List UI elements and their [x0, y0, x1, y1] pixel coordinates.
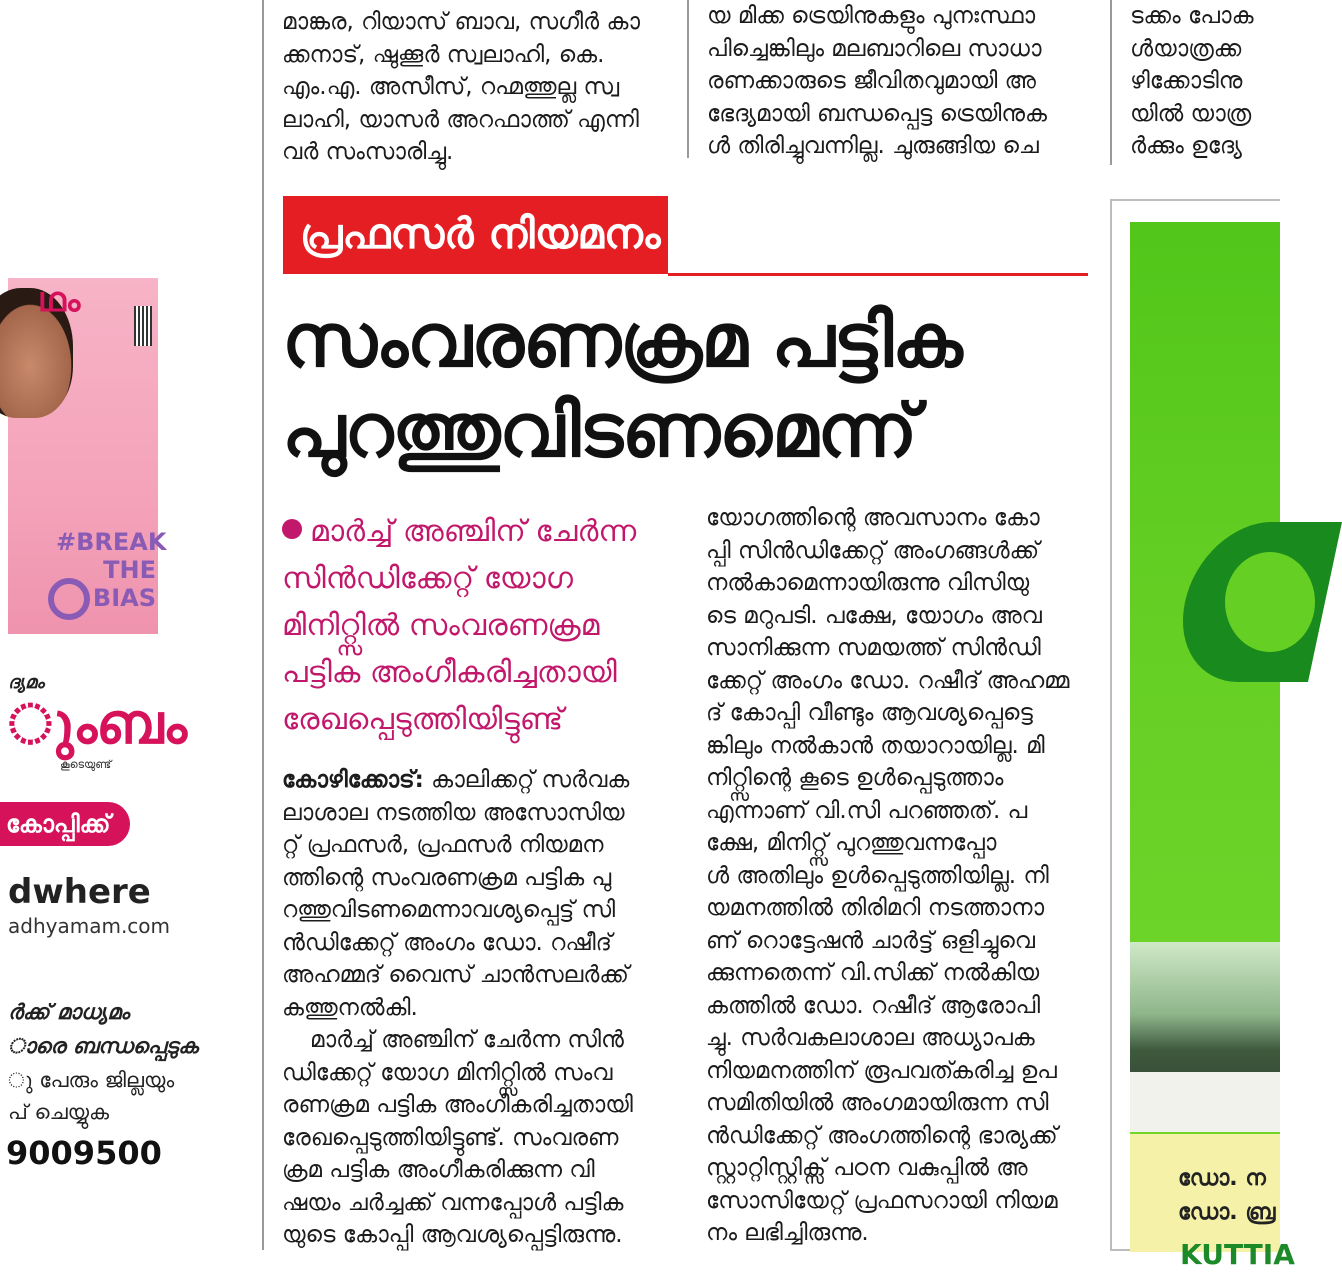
brand-kicker: ദ്യമം: [8, 672, 45, 693]
ad-doctor-name: ഡോ. ന: [1178, 1166, 1266, 1191]
text-line: ഭേദ്യമായി ബന്ധപ്പെട്ട ട്രെയിനുക: [707, 100, 1047, 127]
text-line: ക്കേറ്റ് അംഗം ഡോ. റഷീദ് അഹമ്മ: [706, 667, 1070, 694]
text-line: ഴിക്കോടിനു: [1130, 68, 1243, 94]
text-line: യമനത്തിൽ തിരിമറി നടത്താനാ: [706, 895, 1045, 921]
text-line: ലാഹി, യാസർ അറഫാത്ത് എന്നി: [282, 106, 639, 133]
text-line: സ്റ്റാറ്റിസ്റ്റിക്സ് പഠന വകുപ്പിൽ അ: [706, 1155, 1028, 1181]
text-line: നിറ്റ്സിന്റെ കൂടെ ഉൾപ്പെടുത്താം: [706, 765, 1004, 791]
text-line: യിൽ യാത്ര: [1130, 100, 1252, 127]
brand-tagline: കൂടെയുണ്ട്: [60, 758, 112, 771]
text-line: ടെ മറുപടി. പക്ഷേ, യോഗം അവ: [706, 602, 1042, 629]
promo-line: ർക്ക് മാധ്യമം: [8, 1000, 130, 1024]
ad-doctor-name: ഡോ. ബ്ര: [1178, 1200, 1276, 1225]
phone-number: 9009500: [6, 1134, 162, 1172]
kicker-rule: [668, 273, 1088, 276]
bullet-dot-icon: [282, 519, 302, 539]
brand-name: ുംബം: [8, 692, 186, 757]
text-line: ഷയം ചർച്ചക്ക് വന്നപ്പോൾ പട്ടിക: [282, 1189, 624, 1216]
text-line: ക്കുന്നതെന്ന് വി.സിക്ക് നൽകിയ: [706, 960, 1040, 986]
text-line: എന്നാണ് വി.സി പറഞ്ഞത്. പ: [706, 797, 1028, 824]
text-line: ക്കനാട്, ഷുക്കൂർ സ്വലാഹി, കെ.: [282, 41, 605, 68]
text-line: റ്റ് പ്രഫസർ, പ്രഫസർ നിയമന: [282, 832, 604, 858]
prev-article-column-a: [282, 6, 672, 169]
highlight-line: സിൻഡിക്കേറ്റ് യോഗ: [282, 561, 573, 596]
text-line: രണക്കാരുടെ ജീവിതവുമായി അ: [707, 68, 1036, 94]
text-line: നൽകാമെന്നായിരുന്നു വിസിയു: [706, 570, 1030, 596]
text-line: ൾ അതിലും ഉൾപ്പെടുത്തിയില്ല. നി: [706, 862, 1049, 889]
promo-line: പ് ചെയ്യുക: [8, 1100, 110, 1124]
column-divider: [687, 0, 689, 158]
magazine-hashtag: #BREAK THE BIAS: [56, 528, 167, 612]
text-line: സോസിയേറ്റ് പ്രഫസറായി നിയമ: [706, 1187, 1058, 1214]
text-line: നിയമനത്തിന് രൂപവത്കരിച്ച ഉപ: [706, 1057, 1057, 1084]
text-line: ദ് കോപ്പി വീണ്ടും ആവശ്യപ്പെട്ടെ: [706, 700, 1033, 726]
text-line: യുടെ കോപ്പി ആവശ്യപ്പെട്ടിരുന്നു.: [282, 1222, 623, 1248]
text-line: ക്ഷേ, മിനിറ്റ്സ് പുറത്തുവന്നപ്പോ: [706, 830, 997, 856]
ad-photo-band: [1130, 1072, 1280, 1132]
highlight-line: പട്ടിക അംഗീകരിച്ചതായി: [282, 655, 617, 690]
headline-line-1: സംവരണക്രമ പട്ടിക: [282, 298, 962, 384]
copy-badge: കോപ്പിക്ക്: [0, 802, 130, 846]
highlight-line: [282, 508, 682, 555]
column-divider: [1110, 0, 1112, 165]
magazine-cover-image: [8, 278, 167, 634]
text-line: എം.എ. അസീസ്, റഹ്മത്തുല്ല സ്വ: [282, 74, 620, 100]
text-line: അഹമ്മദ് വൈസ് ചാൻസലർക്ക്: [282, 962, 629, 988]
text-line: സമിതിയിൽ അംഗമായിരുന്ന സി: [706, 1090, 1049, 1116]
text-line: നം ലഭിച്ചിരുന്നു.: [706, 1220, 869, 1246]
text-line: പിച്ചെങ്കിലും മലബാറിലെ സാധാ: [707, 35, 1042, 62]
text-line: ച്ചു. സർവകലാശാല അധ്യാപക: [706, 1025, 1035, 1051]
headline-line-2: പുറത്തുവിടണമെന്ന്: [282, 388, 917, 474]
text-line: മാർച്ച് അഞ്ചിന് ചേർന്ന സിൻ: [310, 1027, 624, 1053]
text-line: വർ സംസാരിച്ചു.: [282, 139, 454, 165]
text-line: ണ് റൊട്ടേഷൻ ചാർട്ട് ഒളിച്ചുവെ: [706, 927, 1035, 954]
article-body-column-a: [282, 764, 677, 1252]
text-line: ത്തിന്റെ സംവരണക്രമ പട്ടിക പു: [282, 864, 612, 891]
text-line: ഡിക്കേറ്റ് യോഗ മിനിറ്റ്സിൽ സംവ: [282, 1059, 613, 1086]
text-line: ൾയാത്രക്ക: [1130, 35, 1242, 62]
magazine-masthead: ഥം: [38, 280, 81, 320]
text-line: രണക്രമ പട്ടിക അംഗീകരിച്ചതായി: [282, 1092, 633, 1118]
text-line: രേഖപ്പെടുത്തിയിട്ടുണ്ട്. സംവരണ: [282, 1124, 619, 1151]
barcode-icon: [134, 306, 152, 346]
text-line: ടക്കം പോക: [1130, 3, 1254, 29]
promo-line: ാരെ ബന്ധപ്പെടുക: [8, 1034, 199, 1058]
promo-line: ു പേരും ജില്ലയും: [8, 1068, 175, 1092]
text-line: ർക്കും ഉദ്യേ: [1130, 133, 1242, 159]
text-line: പ്പി സിൻഡിക്കേറ്റ് അംഗങ്ങൾക്ക്: [706, 537, 1040, 564]
ad-bottom-panel: [1130, 1134, 1280, 1252]
right-ad-panel: [1130, 222, 1295, 1271]
text-line: കത്തുനൽകി.: [282, 994, 418, 1021]
highlight-line: മിനിറ്റ്സിൽ സംവരണക്രമ: [282, 608, 600, 643]
text-line: കത്തിൽ ഡോ. റഷീദ് ആരോപി: [706, 992, 1041, 1019]
text-line: ൻഡിക്കേറ്റ് അംഗത്തിന്റെ ഭാര്യക്ക്: [706, 1122, 1058, 1149]
prev-article-column-c: [1130, 0, 1280, 163]
prev-article-column-b: [707, 0, 1102, 163]
article-highlight: [282, 508, 682, 743]
article-body-column-b: [706, 502, 1101, 1250]
text-line: [282, 764, 677, 797]
text-line: റത്തുവിടണമെന്നാവശ്യപ്പെട്ട് സി: [282, 897, 616, 923]
text-line: യ മിക്ക ട്രെയിനുകളും പുനഃസ്ഥാ: [707, 3, 1036, 29]
dateline: കോഴിക്കോട്:: [282, 767, 424, 793]
text-line: മാങ്കര, റിയാസ് ബാവ, സഗീർ കാ: [282, 9, 641, 35]
highlight-line: രേഖപ്പെടുത്തിയിട്ടുണ്ട്: [282, 702, 564, 737]
text-line: ക്രമ പട്ടിക അംഗീകരിക്കുന്ന വി: [282, 1157, 595, 1183]
text-line: ങ്കിലും നൽകാൻ തയാറായില്ല. മി: [706, 732, 1045, 759]
wordmark: dwhere: [8, 872, 151, 912]
text-line: ലാശാല നടത്തിയ അസോസിയ: [282, 799, 625, 826]
web-url: adhyamam.com: [8, 914, 171, 938]
highlight-text: മാർച്ച് അഞ്ചിന് ചേർന്ന: [310, 514, 637, 549]
text-line: യോഗത്തിന്റെ അവസാനം കോ: [706, 505, 1040, 531]
article-kicker: പ്രഫസർ നിയമനം: [300, 209, 661, 258]
text-line: ൻഡിക്കേറ്റ് അംഗം ഡോ. റഷീദ്: [282, 929, 612, 956]
column-divider: [262, 0, 264, 1250]
left-ad-strip: [0, 0, 260, 1278]
ad-brand-name: KUTTIA: [1180, 1238, 1295, 1271]
text-line: ൾ തിരിച്ചുവന്നില്ല. ചുരുങ്ങിയ ചെ: [707, 133, 1039, 159]
text-span: കാലിക്കറ്റ് സർവക: [423, 767, 630, 793]
text-line: സാനിക്കുന്ന സമയത്ത് സിൻഡി: [706, 635, 1041, 661]
ad-logo-cutout: [1225, 552, 1315, 652]
